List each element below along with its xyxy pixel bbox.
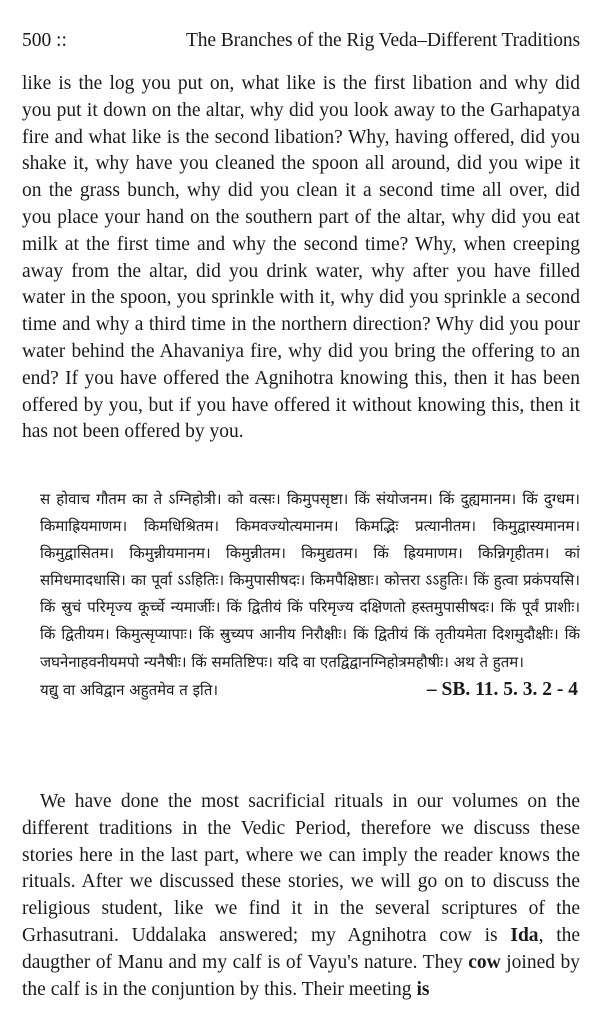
sanskrit-final-verse: यद्यु वा अविद्वान अहुतमेव त इति।: [40, 680, 219, 699]
page-number: 500 ::: [22, 30, 67, 51]
sanskrit-last-line: [40, 676, 580, 704]
running-title: The Branches of the Rig Veda–Different Traditions: [185, 30, 580, 51]
page-header: [22, 30, 580, 60]
word-cow: cow: [468, 951, 501, 973]
paragraph-discussion: [22, 789, 580, 1029]
word-is: is: [416, 978, 430, 1000]
sanskrit-text: स होवाच गौतम का ते ऽग्निहोत्री। को वत्सः। किमुपसृष्टा। किं संयोजनम। किं दुह्यमानम। किं दुग्धम। किमाह्रियमाणम। किमधिश्रितम। किमवज्योत्यमानम। किमद्भिः प्रत्यानीतम। किमुद्वास्यमानम। किमुद्वासितम। किमुन्नीयमानम। किमुन्नीतम। किमुद्यतम। किं ह्रियमाणम। किन्निगृहीतम। कां समिधमादधासि। का पूर्वा ऽऽहितिः। किमुपासीषदः। किमपैक्षिष्ठाः। कोत्तरा ऽऽहुतिः। किं हुत्वा प्रकंपयसि। किं स्रुचं परिमृज्य कूर्च्चे न्यमार्जीः। किं द्वितीयं किं परिमृज्य दक्षिणतो हस्तमुपासीषदः। किं पूर्वं प्राशीः। किं द्वितीयम। किमुत्सृप्यापाः। किं स्रुच्यप आनीय निरौक्षीः। किं द्वितीयं किं तृतीयमेता दिशमुदौक्षीः। किं जघनेनाहवनीयमपो न्यनैषीः। किं समतिष्टिपः। यदि वा एतद्विद्वानग्निहोत्रमहौषीः। अथ ते हुतम।: [40, 490, 580, 671]
paragraph-text-part-3: joined by the calf is in the conjuntion by this. Their meeting: [22, 951, 580, 1000]
name-ida: Ida: [510, 924, 539, 946]
paragraph-text-part-2: , the daugther of Manu and my calf is of Vayu's nature. They: [22, 924, 580, 973]
scripture-citation: – SB. 11. 5. 3. 2 - 4: [426, 678, 578, 700]
paragraph-translation: like is the log you put on, what like is the first libation and why did you put it down on the altar, why did you look away to the Garhapatya fire and what like is the second libation? Why, having offered, did you shake it, why have you cleaned the spoon all around, did you wipe it on the grass bunch, why did you clean it a second time all over, did you place your hand on the southern part of the altar, why did you eat milk at the first time and why the second time? Why, when creeping away from the altar, did you drink water, why after you have filled water in the spoon, you sprinkle with it, why did you sprinkle a second time and why a third time in the northern direction? Why did you pour water behind the Ahavaniya fire, why did you bring the offering to an end? If you have offered the Agnihotra knowing this, then it has been offered by you, but if you have offered it without knowing this, then it has not been offered by you.: [22, 73, 580, 443]
paragraph-text-part-1: We have done the most sacrificial rituals in our volumes on the different traditions in the Vedic Period, therefore we discuss these stories here in the last part, where we can imply the reader knows the rituals. After we discussed these stories, we will go on to discuss the religious student, like we find it in the several scriptures of the Grhasutrani. Uddalaka answered; my Agnihotra cow is: [22, 791, 580, 946]
sanskrit-quotation: [40, 486, 580, 786]
